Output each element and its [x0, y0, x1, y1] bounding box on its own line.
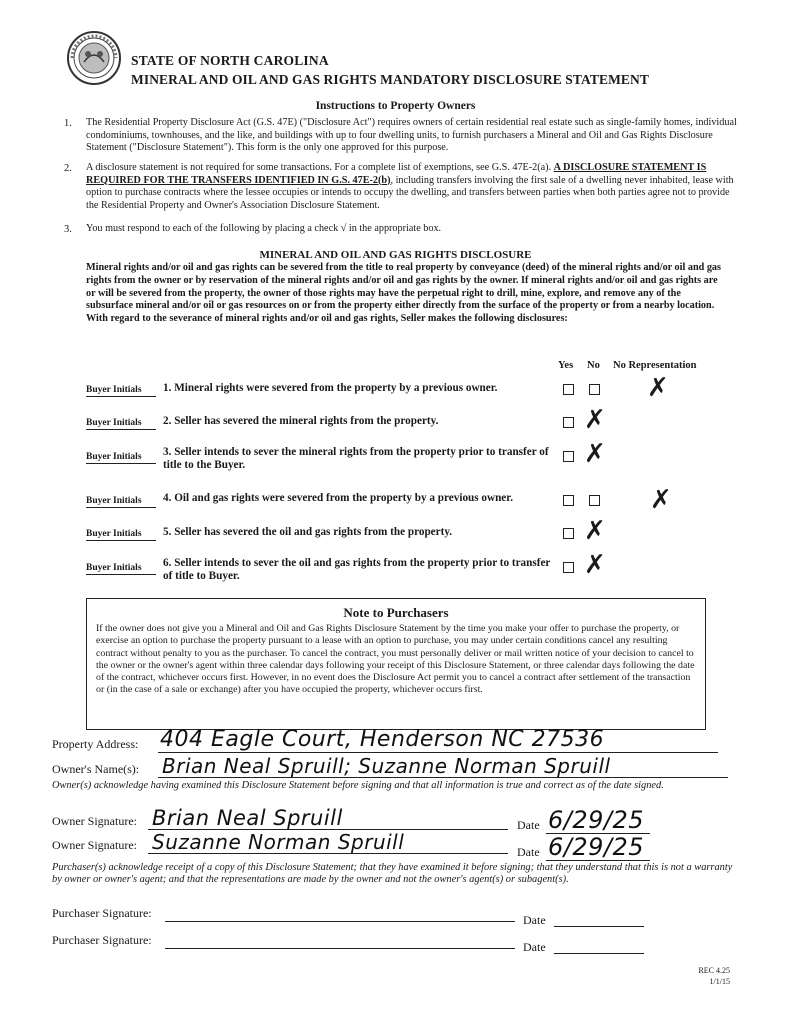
- q2-yes-checkbox[interactable]: [563, 417, 574, 428]
- q4-yes-checkbox[interactable]: [563, 495, 574, 506]
- buyer-initials-4[interactable]: Buyer Initials: [86, 496, 156, 508]
- owner-acknowledgement: Owner(s) acknowledge having examined this Disclosure Statement before signing and that all information is true and correct as of the date signed.: [52, 780, 664, 791]
- column-yes: Yes: [558, 360, 574, 371]
- buyer-initials-1[interactable]: Buyer Initials: [86, 385, 156, 397]
- column-no-representation: No Representation: [613, 360, 697, 371]
- question-4: 4. Oil and gas rights were severed from the property by a previous owner.: [163, 492, 514, 504]
- q2-no-check-mark[interactable]: ✗: [584, 405, 606, 435]
- note-text: If the owner does not give you a Mineral and Oil and Gas Rights Disclosure Statement by the time you make your offer to purchase the property, or exercise an option to purchase the property pursuant to a lease with an option to purchase, you may under certain conditions cancel any resulting contract without penalty to you as the purchaser. To cancel the contract, you must personally deliver or mail written notice of your decision to cancel to the owner or the owner's agent within three calendar days following your receipt of this Disclosure Statement, or three calendar days following the date of the contract, whichever occurs first. However, in no event does the Disclosure Act permit you to cancel a contract after settlement of the transaction or (in the case of a sale or exchange) after you have occupied the property, whichever occurs first.: [96, 623, 695, 696]
- owners-name-field[interactable]: Brian Neal Spruill; Suzanne Norman Spruill: [162, 754, 611, 778]
- column-no: No: [587, 360, 600, 371]
- instruction-3-text: You must respond to each of the following by placing a check √ in the appropriate box.: [86, 223, 442, 234]
- purchaser-signature-1-label: Purchaser Signature:: [52, 906, 152, 920]
- owner-signature-1-label: Owner Signature:: [52, 814, 137, 828]
- purchaser-acknowledgement: Purchaser(s) acknowledge receipt of a copy of this Disclosure Statement; that they have examined it before signing; that they understand that this is not a warranty by owner or owner's agent; and that the representations are made by the owner and not the owner's agent(s) or subagent(s).: [52, 862, 733, 885]
- instructions-title: Instructions to Property Owners: [315, 100, 476, 112]
- q1-no-representation-check-mark[interactable]: ✗: [647, 373, 669, 403]
- owner-signature-1-field[interactable]: Brian Neal Spruill: [152, 806, 343, 830]
- property-address-label: Property Address:: [52, 737, 139, 751]
- q4-no-representation-check-mark[interactable]: ✗: [650, 485, 672, 515]
- purchaser-signature-1-line[interactable]: [165, 921, 515, 922]
- question-5: 5. Seller has severed the oil and gas rights from the property.: [163, 526, 453, 538]
- buyer-initials-2[interactable]: Buyer Initials: [86, 418, 156, 430]
- q6-no-check-mark[interactable]: ✗: [584, 550, 606, 580]
- question-1: 1. Mineral rights were severed from the property by a previous owner.: [163, 382, 498, 394]
- state-seal-icon: [66, 30, 122, 86]
- question-6: 6. Seller intends to sever the oil and gas rights from the property prior to transfer of title to Buyer.: [163, 557, 551, 582]
- form-title: MINERAL AND OIL AND GAS RIGHTS MANDATORY DISCLOSURE STATEMENT: [131, 72, 649, 87]
- state-heading: STATE OF NORTH CAROLINA: [131, 53, 329, 68]
- q3-yes-checkbox[interactable]: [563, 451, 574, 462]
- instruction-2-text: A disclosure statement is not required for some transactions. For a complete list of exemptions, see G.S. 47E-2(a). A DISCLOSURE STATEMENT IS REQUIRED FOR THE TRANSFERS IDENTIFIED IN G.S. 47E-2(b), including transfers involving the first sale of a dwelling never inhabited, lease with option to purchase contracts where the lessee occupies or intends to occupy the dwelling, and transfers between parties when both parties agree not to provide the Residential Property and Owner's Association Disclosure Statement.: [86, 162, 734, 211]
- property-address-field[interactable]: 404 Eagle Court, Henderson NC 27536: [160, 727, 605, 752]
- q5-no-check-mark[interactable]: ✗: [584, 516, 606, 546]
- q4-no-checkbox[interactable]: [589, 495, 600, 506]
- q5-yes-checkbox[interactable]: [563, 528, 574, 539]
- instruction-2-number: 2.: [64, 163, 72, 174]
- form-code: REC 4.25: [698, 966, 730, 975]
- buyer-initials-3[interactable]: Buyer Initials: [86, 452, 156, 464]
- buyer-initials-6[interactable]: Buyer Initials: [86, 563, 156, 575]
- q6-yes-checkbox[interactable]: [563, 562, 574, 573]
- owner-signature-2-field[interactable]: Suzanne Norman Spruill: [152, 830, 405, 854]
- q1-no-checkbox[interactable]: [589, 384, 600, 395]
- owner-date-2-label: Date: [517, 845, 540, 859]
- q1-yes-checkbox[interactable]: [563, 384, 574, 395]
- disclosure-text: Mineral rights and/or oil and gas rights can be severed from the title to real property by conveyance (deed) of the mineral rights and/or oil and gas rights from the owner or by reservation of the mineral rights and/or oil and gas rights by the owner. If mineral rights and/or oil and gas rights are or will be severed from the property, the owner of those rights may have the perpetual right to drill, mine, explore, and remove any of the subsurface mineral and/or oil or gas resources on or from the property either directly from the surface of the property or from a nearby location. With regard to the severance of mineral rights and/or oil and gas rights, Seller makes the following disclosures:: [86, 262, 721, 325]
- instruction-1-number: 1.: [64, 118, 72, 129]
- q3-no-check-mark[interactable]: ✗: [584, 439, 606, 469]
- form-revision: 1/1/15: [709, 977, 730, 986]
- owners-name-label: Owner's Name(s):: [52, 762, 140, 776]
- question-2: 2. Seller has severed the mineral rights from the property.: [163, 415, 439, 427]
- owner-date-1-label: Date: [517, 818, 540, 832]
- purchaser-date-2-line[interactable]: [554, 953, 644, 954]
- purchaser-signature-2-label: Purchaser Signature:: [52, 933, 152, 947]
- question-3: 3. Seller intends to sever the mineral rights from the property prior to transfer of title to the Buyer.: [163, 446, 549, 471]
- purchaser-date-1-line[interactable]: [554, 926, 644, 927]
- property-address-line: [158, 752, 718, 753]
- buyer-initials-5[interactable]: Buyer Initials: [86, 529, 156, 541]
- owner-signature-2-label: Owner Signature:: [52, 838, 137, 852]
- owner-date-1-field[interactable]: 6/29/25: [548, 806, 645, 834]
- purchaser-date-1-label: Date: [523, 913, 546, 927]
- purchaser-signature-2-line[interactable]: [165, 948, 515, 949]
- note-title: Note to Purchasers: [343, 605, 449, 620]
- purchaser-date-2-label: Date: [523, 940, 546, 954]
- instruction-3-number: 3.: [64, 224, 72, 235]
- disclosure-title: MINERAL AND OIL AND GAS RIGHTS DISCLOSURE: [259, 249, 532, 261]
- instruction-1-text: The Residential Property Disclosure Act (G.S. 47E) ("Disclosure Act") requires owners of certain residential real estate such as single-family homes, individual condominiums, townhouses, and the like, and buildings with up to four dwelling units, to furnish purchasers a Mineral and Oil and Gas Rights Disclosure Statement ("Disclosure Statement"). This form is the only one approved for this purpose.: [86, 117, 737, 154]
- owner-date-2-field[interactable]: 6/29/25: [548, 833, 645, 861]
